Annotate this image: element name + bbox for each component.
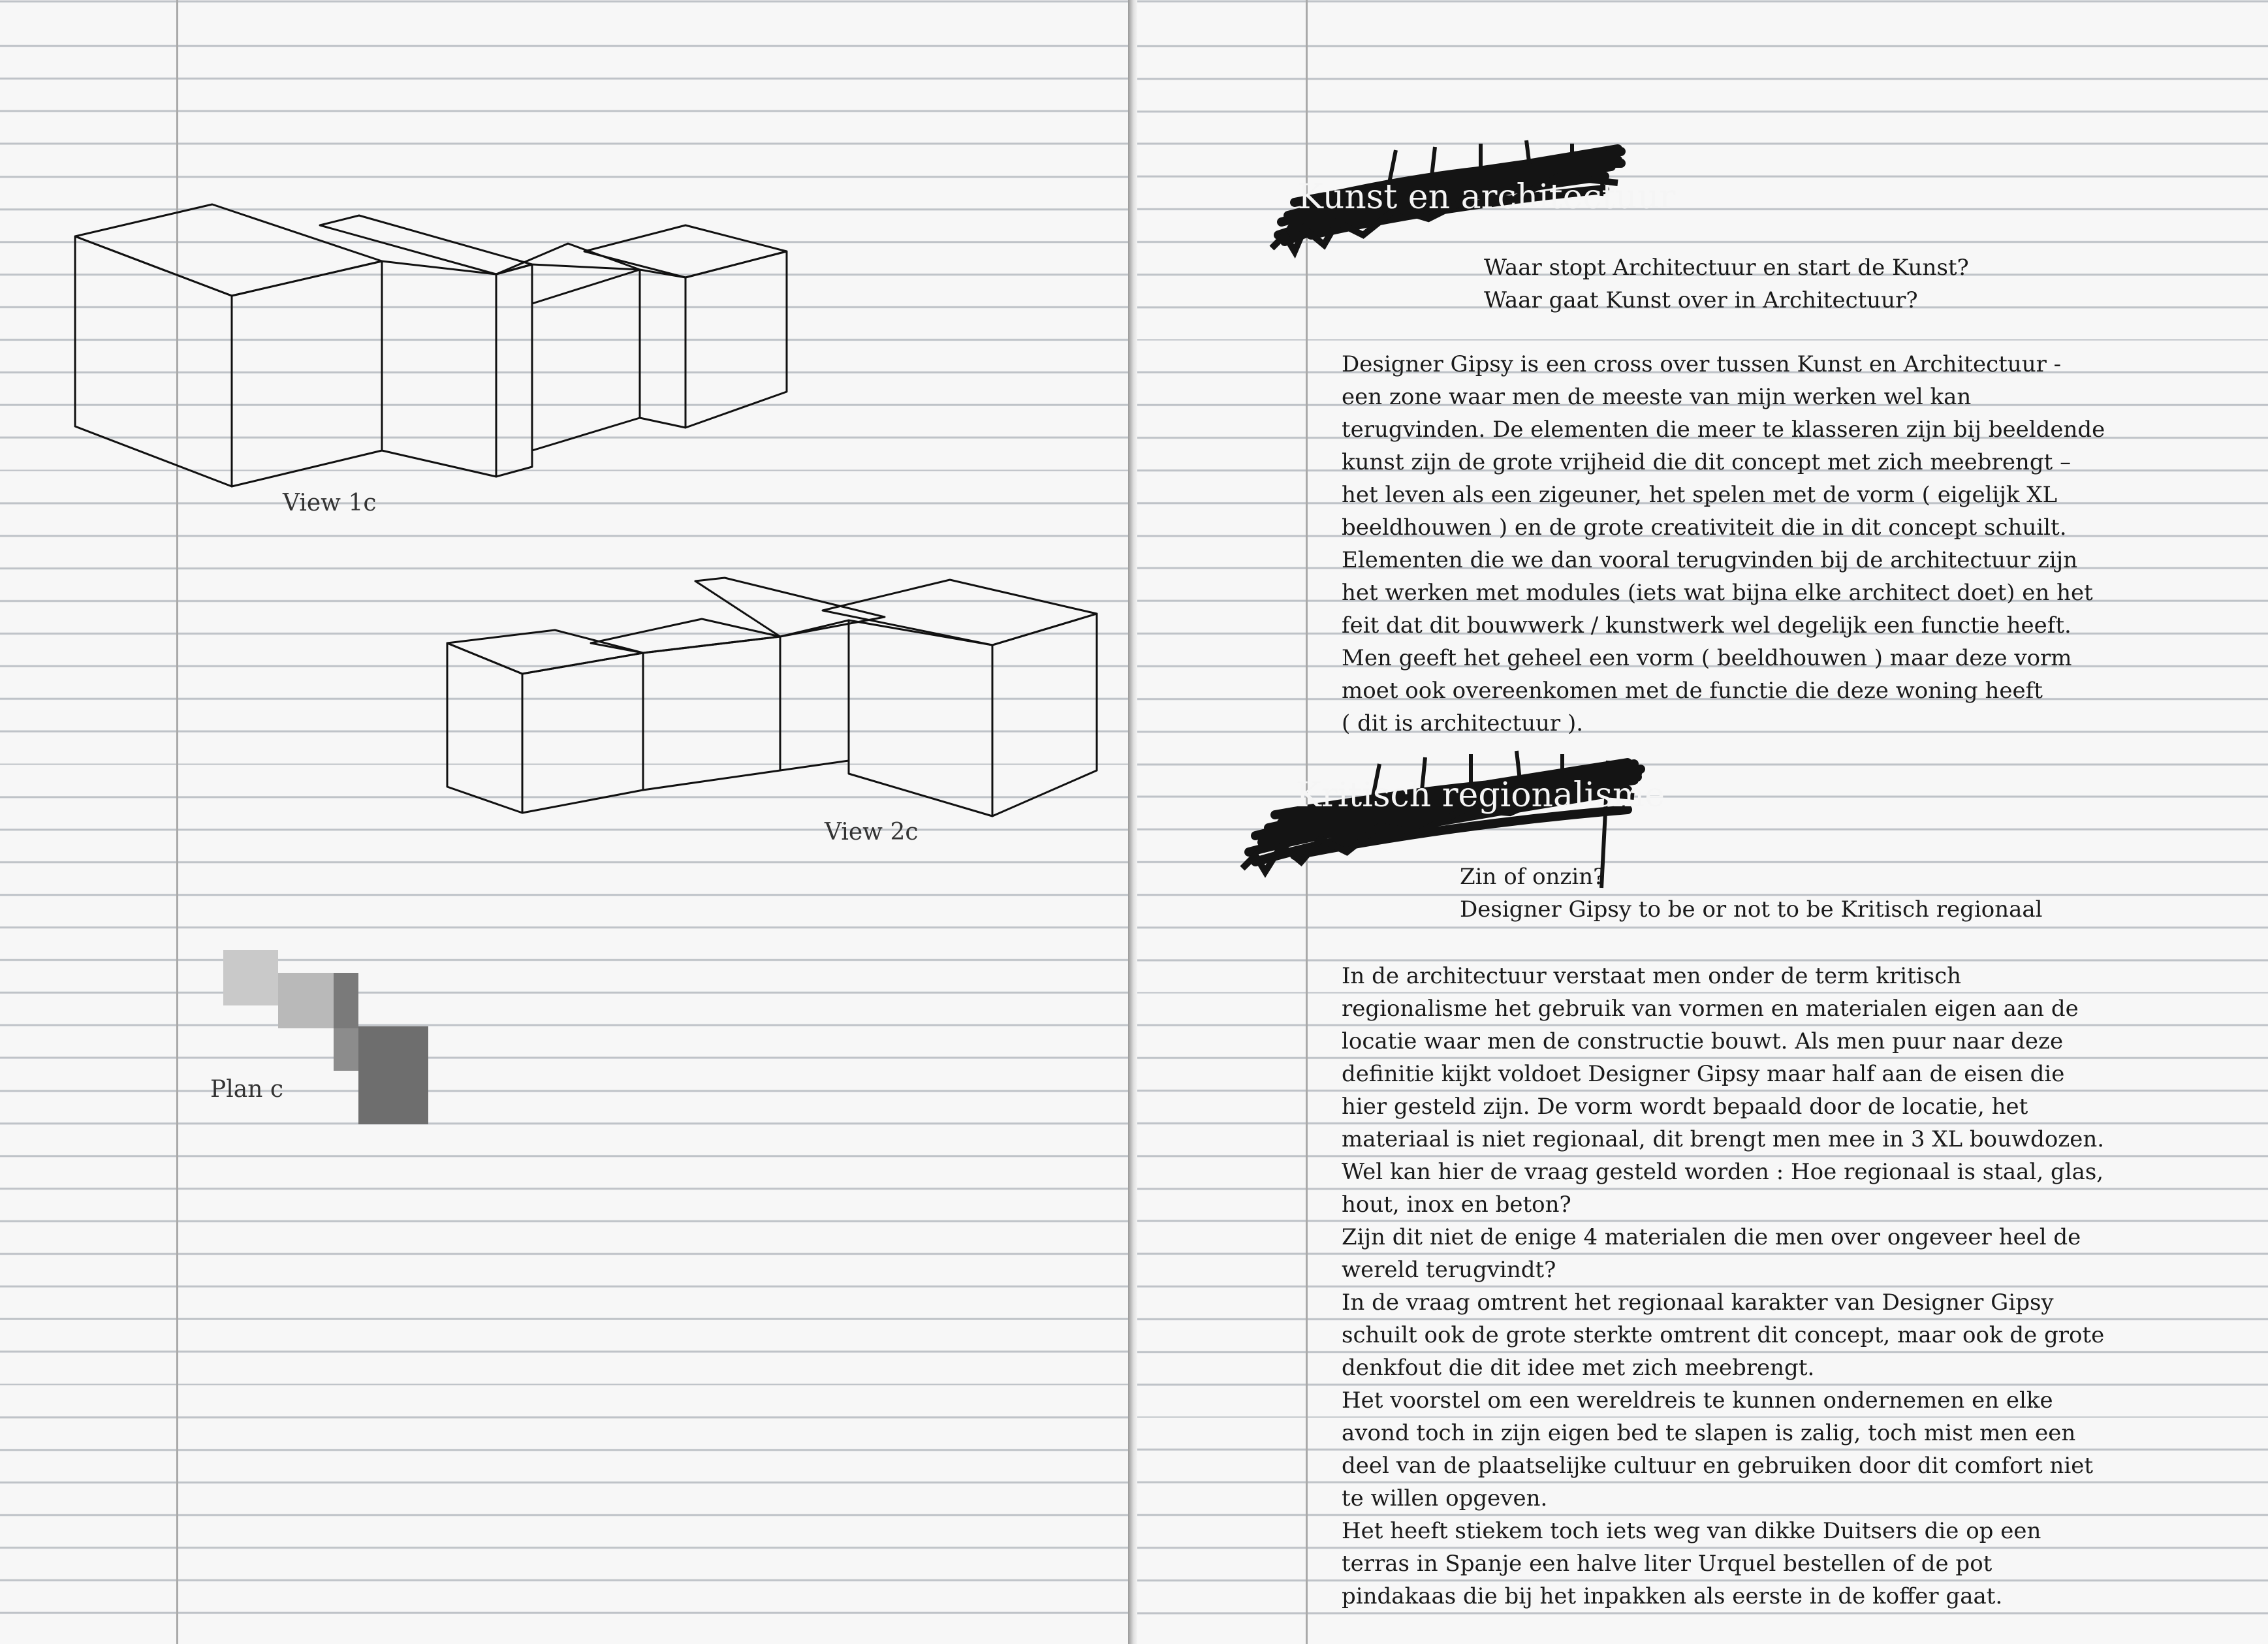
section-1-body <box>1342 348 2105 740</box>
view-2c-caption: View 2c <box>825 819 919 846</box>
text-line: materiaal is niet regionaal, dit brengt men mee in 3 XL bouwdozen. <box>1342 1126 2105 1152</box>
text-line: terugvinden. De elementen die meer te klasseren zijn bij beeldende <box>1342 417 2105 443</box>
text-line: het werken met modules (iets wat bijna elke architect doet) en het <box>1342 580 2093 606</box>
question: Zin of onzin? <box>1460 864 1605 890</box>
section-1-questions <box>1484 251 1969 317</box>
text-line: terras in Spanje een halve liter Urquel bestellen of de pot <box>1342 1551 1992 1577</box>
text-line: In de architectuur verstaat men onder de term kritisch <box>1342 963 1962 989</box>
text-line: te willen opgeven. <box>1342 1485 1548 1511</box>
section-1-heading <box>1265 137 1676 268</box>
text-line: feit dat dit bouwwerk / kunstwerk wel degelijk een functie heeft. <box>1342 612 2071 639</box>
text-line: denkfout die dit idee met zich meebrengt. <box>1342 1355 1815 1381</box>
text-line: hier gesteld zijn. De vorm wordt bepaald door de locatie, het <box>1342 1094 2028 1120</box>
text-line: een zone waar men de meeste van mijn werken wel kan <box>1342 384 1972 410</box>
text-line: schuilt ook de grote sterkte omtrent dit concept, maar ook de grote <box>1342 1322 2105 1348</box>
text-line: moet ook overeenkomen met de functie die deze woning heeft <box>1342 678 2043 704</box>
section-2-body <box>1342 960 2104 1613</box>
text-line: definitie kijkt voldoet Designer Gipsy maar half aan de eisen die <box>1342 1061 2065 1087</box>
text-line: Elementen die we dan vooral terugvinden bij de architectuur zijn <box>1342 547 2078 573</box>
text-line: In de vraag omtrent het regionaal karakter van Designer Gipsy <box>1342 1289 2054 1316</box>
section-2-heading-text: Kritisch regionalisme <box>1296 776 1665 815</box>
section-2-questions <box>1460 861 2043 926</box>
text-line: Wel kan hier de vraag gesteld worden : Hoe regionaal is staal, glas, <box>1342 1159 2104 1185</box>
text-line: Het heeft stiekem toch iets weg van dikke Duitsers die op een <box>1342 1518 2041 1544</box>
text-line: pindakaas die bij het inpakken als eerste in de koffer gaat. <box>1342 1583 2003 1609</box>
text-line: regionalisme het gebruik van vormen en materialen eigen aan de <box>1342 996 2079 1022</box>
text-line: hout, inox en beton? <box>1342 1192 1571 1218</box>
text-line: locatie waar men de constructie bouwt. Als men puur naar deze <box>1342 1028 2064 1054</box>
page-fold <box>1128 0 1137 1644</box>
text-line: ( dit is architectuur ). <box>1342 710 1584 736</box>
right-page <box>1128 0 2268 1644</box>
text-line: Men geeft het geheel een vorm ( beeldhouwen ) maar deze vorm <box>1342 645 2072 671</box>
view-2c-drawing <box>437 568 1103 823</box>
text-line: wereld terugvindt? <box>1342 1257 1556 1283</box>
left-page <box>0 0 1128 1644</box>
text-line: deel van de plaatselijke cultuur en gebruiken door dit comfort niet <box>1342 1453 2094 1479</box>
question: Waar stopt Architectuur en start de Kunst? <box>1484 255 1969 281</box>
plan-c-block-2 <box>278 973 334 1028</box>
text-line: het leven als een zigeuner, het spelen met de vorm ( eigelijk XL <box>1342 482 2058 508</box>
text-line: kunst zijn de grote vrijheid die dit concept met zich meebrengt – <box>1342 449 2071 475</box>
view-1c-drawing <box>65 196 796 503</box>
text-line: avond toch in zijn eigen bed te slapen is zalig, toch mist men een <box>1342 1420 2076 1446</box>
view-1c-caption: View 1c <box>283 490 377 516</box>
plan-c-caption: Plan c <box>210 1076 283 1103</box>
section-1-heading-text: Kunst en architectuur <box>1298 178 1676 217</box>
question: Waar gaat Kunst over in Architectuur? <box>1484 287 1918 313</box>
question: Designer Gipsy to be or not to be Kritisch regionaal <box>1460 896 2043 923</box>
text-line: beeldhouwen ) en de grote creativiteit die in dit concept schuilt. <box>1342 514 2067 541</box>
text-line: Designer Gipsy is een cross over tussen Kunst en Architectuur - <box>1342 351 2062 377</box>
plan-c-block-5 <box>358 1026 428 1124</box>
text-line: Het voorstel om een wereldreis te kunnen ondernemen en elke <box>1342 1387 2053 1414</box>
text-line: Zijn dit niet de enige 4 materialen die men over ongeveer heel de <box>1342 1224 2081 1250</box>
plan-c-block-1 <box>223 950 278 1005</box>
plan-c-block-4 <box>334 1028 358 1071</box>
